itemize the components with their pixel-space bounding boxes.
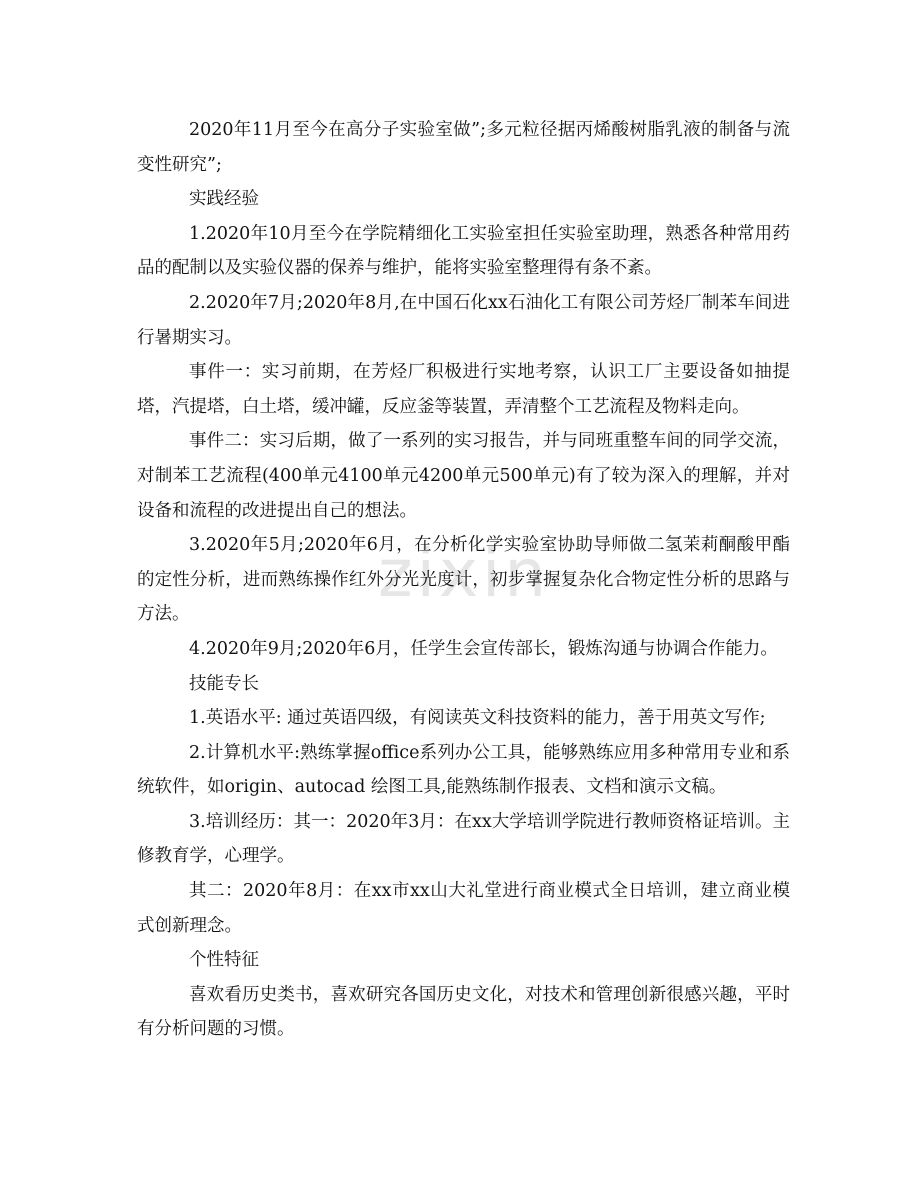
document-body — [137, 113, 790, 1047]
paragraph-event-one: 事件一：实习前期，在芳烃厂积极进行实地考察，认识工厂主要设备如抽提塔，汽提塔，白土塔，缓冲罐，反应釜等装置，弄清整个工艺流程及物料走向。 — [137, 362, 790, 417]
paragraph-training-one: 3.培训经历：其一：2020年3月：在xx大学培训学院进行教师资格证培训。主修教育学，心理学。 — [137, 811, 790, 867]
paragraph-student-union: 4.2020年9月;2020年6月，任学生会宣传部长，锻炼沟通与协调合作能力。 — [189, 638, 778, 659]
paragraph-summer-internship: 2.2020年7月;2020年8月,在中国石化xx石油化工有限公司芳烃厂制苯车间进行暑期实习。 — [137, 292, 790, 348]
heading-practice-experience: 实践经验 — [189, 189, 259, 210]
paragraph-analytical-chemistry: 3.2020年5月;2020年6月，在分析化学实验室协助导师做二氢茉莉酮酸甲酯的定性分析，进而熟练操作红外分光光度计，初步掌握复杂化合物定性分析的思路与方法。 — [137, 535, 790, 625]
heading-personality: 个性特征 — [189, 950, 259, 971]
heading-skills: 技能专长 — [189, 673, 259, 694]
paragraph-training-two: 其二：2020年8月：在xx市xx山大礼堂进行商业模式全日培训，建立商业模式创新理念。 — [137, 881, 790, 936]
paragraph-research-project: 2020年11月至今在高分子实验室做”;多元粒径据丙烯酸树脂乳液的制备与流变性研究”; — [137, 120, 790, 175]
paragraph-lab-assistant: 1.2020年10月至今在学院精细化工实验室担任实验室助理，熟悉各种常用药品的配制以及实验仪器的保养与维护，能将实验室整理得有条不紊。 — [137, 223, 790, 279]
paragraph-event-two: 事件二：实习后期，做了一系列的实习报告，并与同班重整车间的同学交流，对制苯工艺流程(400单元4100单元4200单元500单元)有了较为深入的理解，并对设备和流程的改进提出自己的想法。 — [137, 431, 790, 521]
paragraph-computer-level: 2.计算机水平:熟练掌握office系列办公工具，能够熟练应用多种常用专业和系统软件，如origin、autocad 绘图工具,能熟练制作报表、文档和演示文稿。 — [137, 742, 790, 798]
paragraph-interests: 喜欢看历史类书，喜欢研究各国历史文化，对技术和管理创新很感兴趣，平时有分析问题的习惯。 — [137, 984, 790, 1040]
watermark: zixin — [378, 535, 551, 612]
paragraph-english-level: 1.英语水平: 通过英语四级，有阅读英文科技资料的能力，善于用英文写作; — [189, 708, 766, 729]
